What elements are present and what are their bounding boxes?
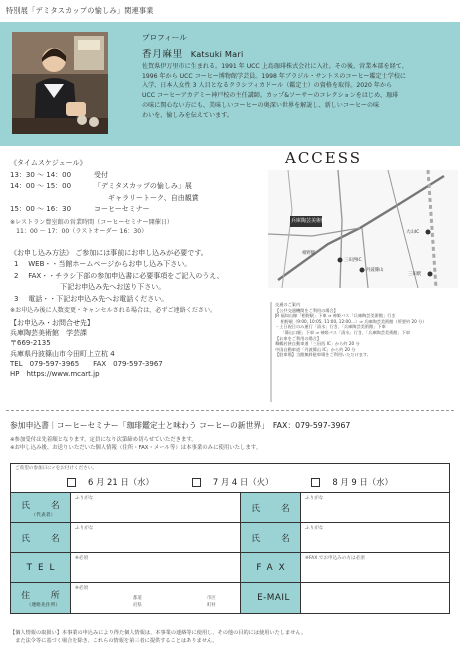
- contact-line: 〒669-2135: [10, 339, 51, 348]
- label-text: 住 所: [21, 591, 66, 601]
- profile-label: プロフィール: [142, 33, 187, 42]
- apply-heading: 《お申し込み方法》 ご参加には事前にお申し込みが必要です。: [10, 249, 208, 257]
- label-subtext: （代表者）: [31, 512, 56, 518]
- label-text: E-MAIL: [257, 593, 290, 603]
- access-info-line: 交通のご案内: [275, 302, 301, 307]
- profile-bio: [142, 62, 450, 120]
- application-form: [10, 463, 450, 614]
- map-place-label: 丹波篠山: [366, 268, 384, 273]
- date-option-label: 6 月 21 日（水）: [88, 477, 154, 487]
- schedule-time: 13：30 ～ 14：00: [10, 170, 72, 179]
- form-note: ※参加受付は先着順となります。定員になり次第締め切らせていただきます。: [10, 437, 197, 443]
- schedule-note: ※レストラン豊室館の営業時間（コーヒーセミナー開催日）: [10, 218, 173, 226]
- access-map: [268, 170, 458, 288]
- profile-photo-image: [12, 32, 108, 134]
- contact-line: 兵庫県丹波篠山市今田町上立杭 4: [10, 349, 115, 358]
- apply-note: ※お申込み後に人数変更・キャンセルされる場合は、必ずご連絡ください。: [10, 307, 217, 315]
- access-info-line: 【お車をご利用の場合】: [275, 335, 322, 341]
- access-info-line: JR 福知山線「相野駅」下車 ⇒ 神姫バス「兵庫陶芸美術館」行き: [275, 313, 396, 319]
- date-option-june[interactable]: [67, 476, 154, 488]
- schedule-heading: 《タイムスケジュール》: [10, 159, 87, 167]
- label-name-2: [241, 493, 301, 523]
- form-notes: [10, 436, 454, 453]
- apply-item-num: 2: [14, 271, 19, 280]
- bio-line: 1996 年から UCC コーヒー博物館学芸員。1998 年ブラジル・サントスのコーヒー鑑定士学校に: [142, 72, 407, 80]
- map-place-label: 相野駅: [302, 251, 316, 256]
- city-suffix-2: 町村: [207, 603, 216, 608]
- map-place-label: 大山IC: [406, 230, 420, 235]
- label-fax: [241, 553, 301, 583]
- city-suffix-1: 市区: [207, 596, 216, 601]
- privacy-footnote: [10, 629, 454, 645]
- contact-link[interactable]: HP https://www.mcart.jp: [10, 370, 100, 379]
- apply-item-text: FAX・・チラシ下部の参加申込書に必要事項をご記入のうえ、: [28, 271, 224, 280]
- name-field-2[interactable]: [301, 493, 449, 523]
- schedule-note: 11：00 ～ 17：00（ラストオーダー 16：30）: [10, 227, 148, 235]
- apply-item: [10, 294, 272, 305]
- form-title: 参加申込書｜コーヒーセミナー「珈琲鑑定士と味わう コーヒーの新世界」 FAX：079-597-3967: [10, 421, 351, 430]
- schedule-time: [10, 193, 108, 205]
- schedule-row: [10, 170, 272, 182]
- furigana-hint: ふりがな: [75, 496, 94, 501]
- access-info-line: 中国自動車道「丹波篠山 IC」から約 20 分: [275, 346, 356, 352]
- label-name-representative: [11, 493, 71, 523]
- map-place-label: 三田西IC: [344, 258, 362, 263]
- access-info-line: ・土日祝日のみ運行「清水」行き、「兵庫陶芸美術館」下車: [275, 324, 386, 330]
- schedule-time: 14：00 ～ 15：00: [10, 182, 72, 191]
- bio-line: わいを、愉しみを伝えています。: [142, 111, 233, 119]
- tel-field[interactable]: [71, 553, 241, 583]
- cut-line-divider: [6, 410, 454, 411]
- access-info-line: 【駐車場】当館無料駐車場をご利用いただけます。: [275, 352, 371, 358]
- profile-name-roman: Katsuki Mari: [190, 49, 244, 59]
- schedule-text: 受付: [94, 170, 108, 179]
- date-checkbox[interactable]: [311, 478, 320, 487]
- label-email: [241, 583, 301, 613]
- footnote-line: また法令等に基づく場合を除き、これらの情報を第三者に提供することはありません。: [10, 638, 218, 644]
- schedule-time: 15：00 ～ 16：30: [10, 205, 72, 214]
- apply-item: [10, 282, 272, 293]
- profile-name: [142, 46, 243, 60]
- furigana-hint: ふりがな: [75, 526, 94, 531]
- contact-line: 兵庫陶芸美術館 学芸課: [10, 329, 87, 338]
- date-option-august[interactable]: [311, 476, 393, 488]
- label-address: [11, 583, 71, 613]
- header-strip: [0, 0, 460, 22]
- fax-field[interactable]: [301, 553, 449, 583]
- date-hint: ご希望の参加日に✓をお付けください。: [15, 466, 97, 471]
- fax-required-hint: ※FAX でお申込みの方は必須: [305, 556, 365, 561]
- bio-line: UCC コーヒーアカデミー神戸校の主任講師。カップ&ソーサーのコレクションをはじめ、珈琲: [142, 92, 399, 100]
- required-hint: ※必須: [75, 556, 89, 561]
- time-schedule: [10, 158, 272, 236]
- schedule-row: [10, 204, 272, 216]
- name-field-3[interactable]: [71, 523, 241, 553]
- furigana-hint: ふりがな: [305, 496, 324, 501]
- label-text: 氏 名: [251, 534, 296, 544]
- furigana-hint: ふりがな: [305, 526, 324, 531]
- access-info-line: 【公共交通機関をご利用の場合】: [275, 307, 338, 313]
- profile-photo: [12, 32, 108, 134]
- schedule-row: [10, 181, 272, 193]
- map-museum-label: 兵庫陶芸美術館: [291, 218, 327, 224]
- schedule-row: [10, 193, 272, 205]
- date-option-label: 8 月 9 日（水）: [332, 477, 393, 487]
- required-hint: ※必須: [75, 586, 89, 591]
- label-name-4: [241, 523, 301, 553]
- contact-heading: 【お申込み・お問合せ先】: [10, 319, 94, 327]
- apply-item-text: WEB・・当館ホームページからお申し込み下さい。: [28, 260, 192, 269]
- label-text: 氏 名: [251, 504, 296, 514]
- header-title: 特別展「デミタスカップの愉しみ」関連事業: [6, 6, 154, 15]
- name-field-4[interactable]: [301, 523, 449, 553]
- access-map-drawing: [268, 170, 458, 288]
- bio-line: 入学、日本人女性 3 人目となるクラシフィカドール（鑑定士）の資格を取得。2020 年から: [142, 82, 393, 90]
- contact-line: TEL 079-597-3965 FAX 079-597-3967: [10, 359, 163, 368]
- form-grid: [11, 493, 449, 613]
- date-options: [11, 472, 449, 493]
- apply-item-text: 下記お申込み先へお送り下さい。: [60, 283, 166, 292]
- access-info-line: 相野駅（9:00, 10:05, 11:00, 12:00…）⇒ 兵庫陶芸美術館（所要約 20 分）: [275, 318, 427, 324]
- profile-name-ja: 香月麻里: [142, 49, 183, 60]
- prefecture-suffix-1: 都道: [133, 596, 142, 601]
- prefecture-suffix-2: 府県: [133, 603, 142, 608]
- apply-item: [10, 259, 272, 270]
- form-note: ※お申し込み後、お送りいただいた個人情報（住所・FAX・メール等）は本事業のみに使用いたします。: [10, 445, 262, 452]
- label-text: 氏 名: [21, 500, 66, 511]
- schedule-text: 「デミタスカップの愉しみ」展: [94, 182, 192, 191]
- label-name-3: [11, 523, 71, 553]
- application-method: [10, 248, 272, 315]
- label-text: 氏 名: [21, 534, 66, 544]
- date-option-label: 7 月 4 日（火）: [212, 477, 274, 487]
- label-text: TEL: [26, 562, 61, 573]
- bio-line: 佐賀県伊万里市に生まれる。1991 年 UCC 上島珈琲株式会社に入社。その後、営業本部を経て、: [142, 63, 408, 70]
- label-subtext: （連絡先住所）: [26, 603, 61, 608]
- label-text: FAX: [256, 562, 291, 573]
- schedule-text: コーヒーセミナー: [94, 205, 150, 214]
- access-info-line: 「篠山口駅」下車 ⇒ 神姫バス「清水」行き、「兵庫陶芸美術館」下車: [275, 329, 411, 335]
- email-field[interactable]: [301, 583, 449, 613]
- access-title: ACCESS: [285, 149, 363, 167]
- schedule-text: ギャラリートーク、自由観賞: [108, 193, 199, 202]
- date-option-july[interactable]: [192, 476, 274, 488]
- apply-item-num: 3: [14, 294, 19, 303]
- name-field-1[interactable]: [71, 493, 241, 523]
- bio-line: の味に関心ない方にも、美味しいコーヒーの奥深い世界を解説し、新しいコーヒーの味: [142, 101, 380, 109]
- label-tel: [11, 553, 71, 583]
- access-info-line: 舞鶴若狭自動車道「三田西 IC」から約 20 分: [275, 341, 360, 347]
- date-checkbox[interactable]: [192, 478, 201, 487]
- apply-item: [10, 271, 272, 282]
- footnote-line: 【個人情報の取扱い】本事業の申込みにより得た個人情報は、本事業の連絡等に使用し、その他の目的には使用いたしません。: [10, 630, 307, 636]
- contact-info: [10, 318, 272, 379]
- date-checkbox[interactable]: [67, 478, 76, 487]
- apply-item-text: 電話・・下記お申込み先へお電話ください。: [28, 294, 169, 303]
- map-place-label: 三田駅: [408, 272, 422, 277]
- address-field[interactable]: [71, 583, 241, 613]
- access-directions: [270, 302, 458, 402]
- apply-item-num: 1: [14, 260, 19, 269]
